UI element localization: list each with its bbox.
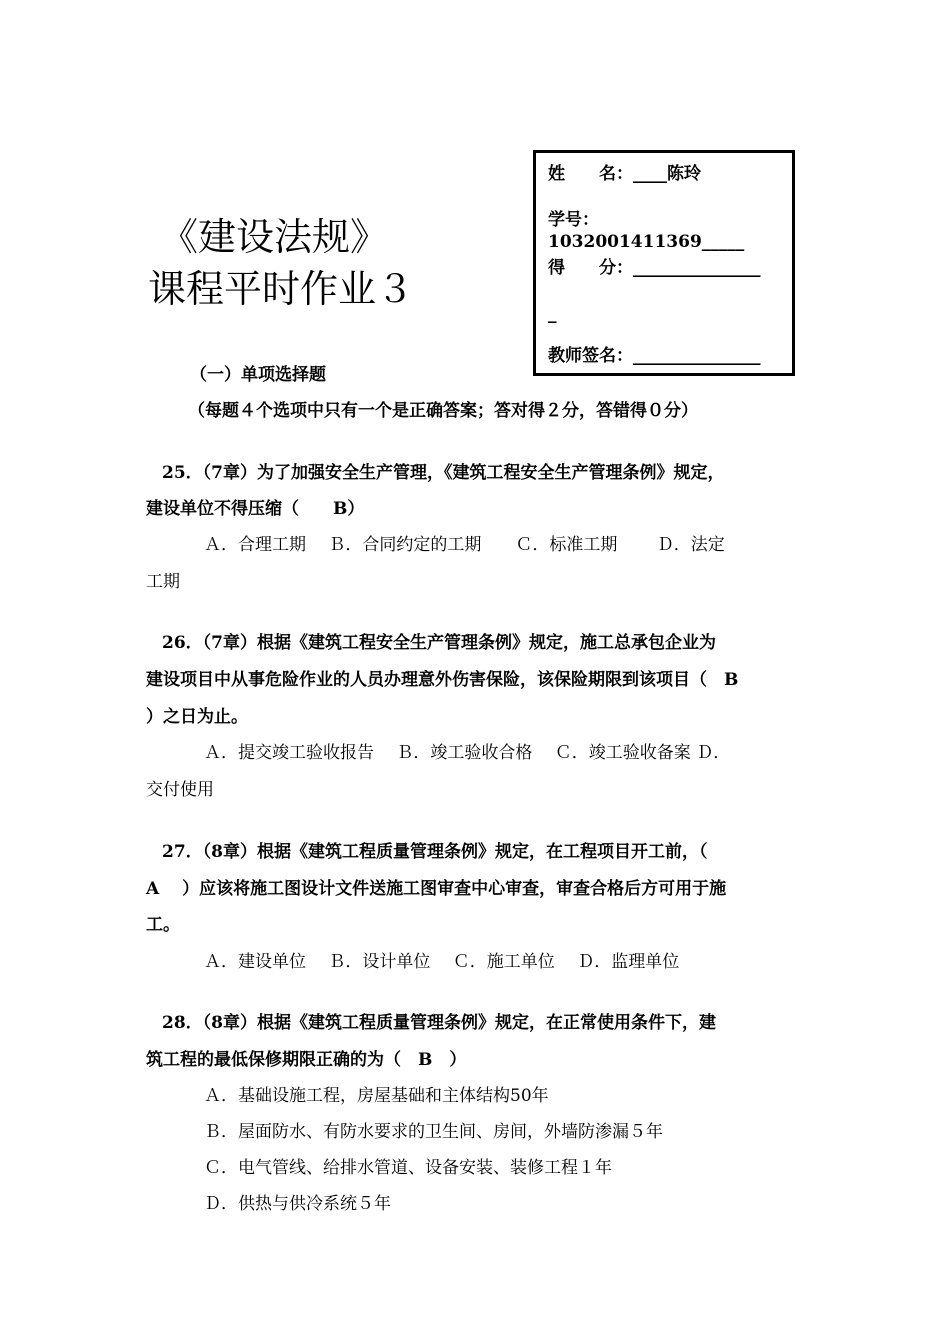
options-line: Ａ．基础设施工程，房屋基础和主体结构50年 — [204, 1086, 549, 1106]
options-line: 工期 — [146, 572, 180, 592]
question-line: A ）应该将施工图设计文件送施工图审查中心审查，审查合格后方可用于施 — [146, 879, 727, 899]
question-line: 25．（7章）为了加强安全生产管理，《建筑工程安全生产管理条例》规定， — [162, 463, 725, 483]
student-id-label: 学号： — [548, 210, 599, 230]
student-info-box — [533, 150, 795, 376]
options-line: Ｂ．屋面防水、有防水要求的卫生间、房间，外墙防渗漏５年 — [204, 1122, 663, 1142]
question-line: ）之日为止。 — [146, 707, 248, 727]
question-line: 工。 — [146, 915, 180, 935]
options-line: Ａ．合理工期 Ｂ．合同约定的工期 Ｃ．标准工期 Ｄ．法定 — [204, 535, 725, 555]
student-id-value: 1032001411369_____ — [548, 232, 745, 252]
score-wrap: _ — [548, 304, 557, 324]
options-line: Ｄ．供热与供冷系统５年 — [204, 1194, 391, 1214]
question-line: 28．（8章）根据《建筑工程质量管理条例》规定，在正常使用条件下，建 — [162, 1013, 716, 1033]
teacher-signature-blank: _______________ — [633, 346, 761, 366]
question-line: 建设单位不得压缩（ B） — [146, 499, 365, 519]
teacher-signature-row — [548, 345, 761, 367]
score-label: 得 分： — [548, 258, 633, 278]
student-id-row — [548, 209, 792, 253]
options-line: Ａ．建设单位 Ｂ．设计单位 Ｃ．施工单位 Ｄ．监理单位 — [204, 952, 680, 972]
question-line: 建设项目中从事危险作业的人员办理意外伤害保险，该保险期限到该项目（ B — [146, 670, 739, 690]
question-line: 26．（7章）根据《建筑工程安全生产管理条例》规定，施工总承包企业为 — [162, 633, 716, 653]
doc-title-line2: 课程平时作业３ — [148, 267, 415, 311]
name-value: 陈玲 — [667, 164, 701, 184]
question-line: 筑工程的最低保修期限正确的为（ B ） — [146, 1050, 467, 1070]
teacher-signature-label: 教师签名： — [548, 346, 633, 366]
name-label: 姓 名： — [548, 164, 633, 184]
score-row — [548, 257, 761, 279]
section-note: （每题４个选项中只有一个是正确答案；答对得２分，答错得０分） — [188, 401, 698, 421]
name-blank: ____ — [633, 164, 667, 184]
options-line: 交付使用 — [146, 780, 214, 800]
doc-title-line1: 《建设法规》 — [160, 215, 389, 259]
options-line: Ｃ．电气管线、给排水管道、设备安装、装修工程１年 — [204, 1158, 612, 1178]
name-row — [548, 163, 701, 185]
section-heading: （一）单项选择题 — [190, 365, 326, 385]
score-wrap-row — [548, 303, 557, 325]
question-line: 27．（8章）根据《建筑工程质量管理条例》规定，在工程项目开工前，（ — [162, 842, 708, 862]
options-line: Ａ．提交竣工验收报告 Ｂ．竣工验收合格 Ｃ．竣工验收备案 Ｄ． — [204, 743, 731, 763]
score-blank: _______________ — [633, 258, 761, 278]
